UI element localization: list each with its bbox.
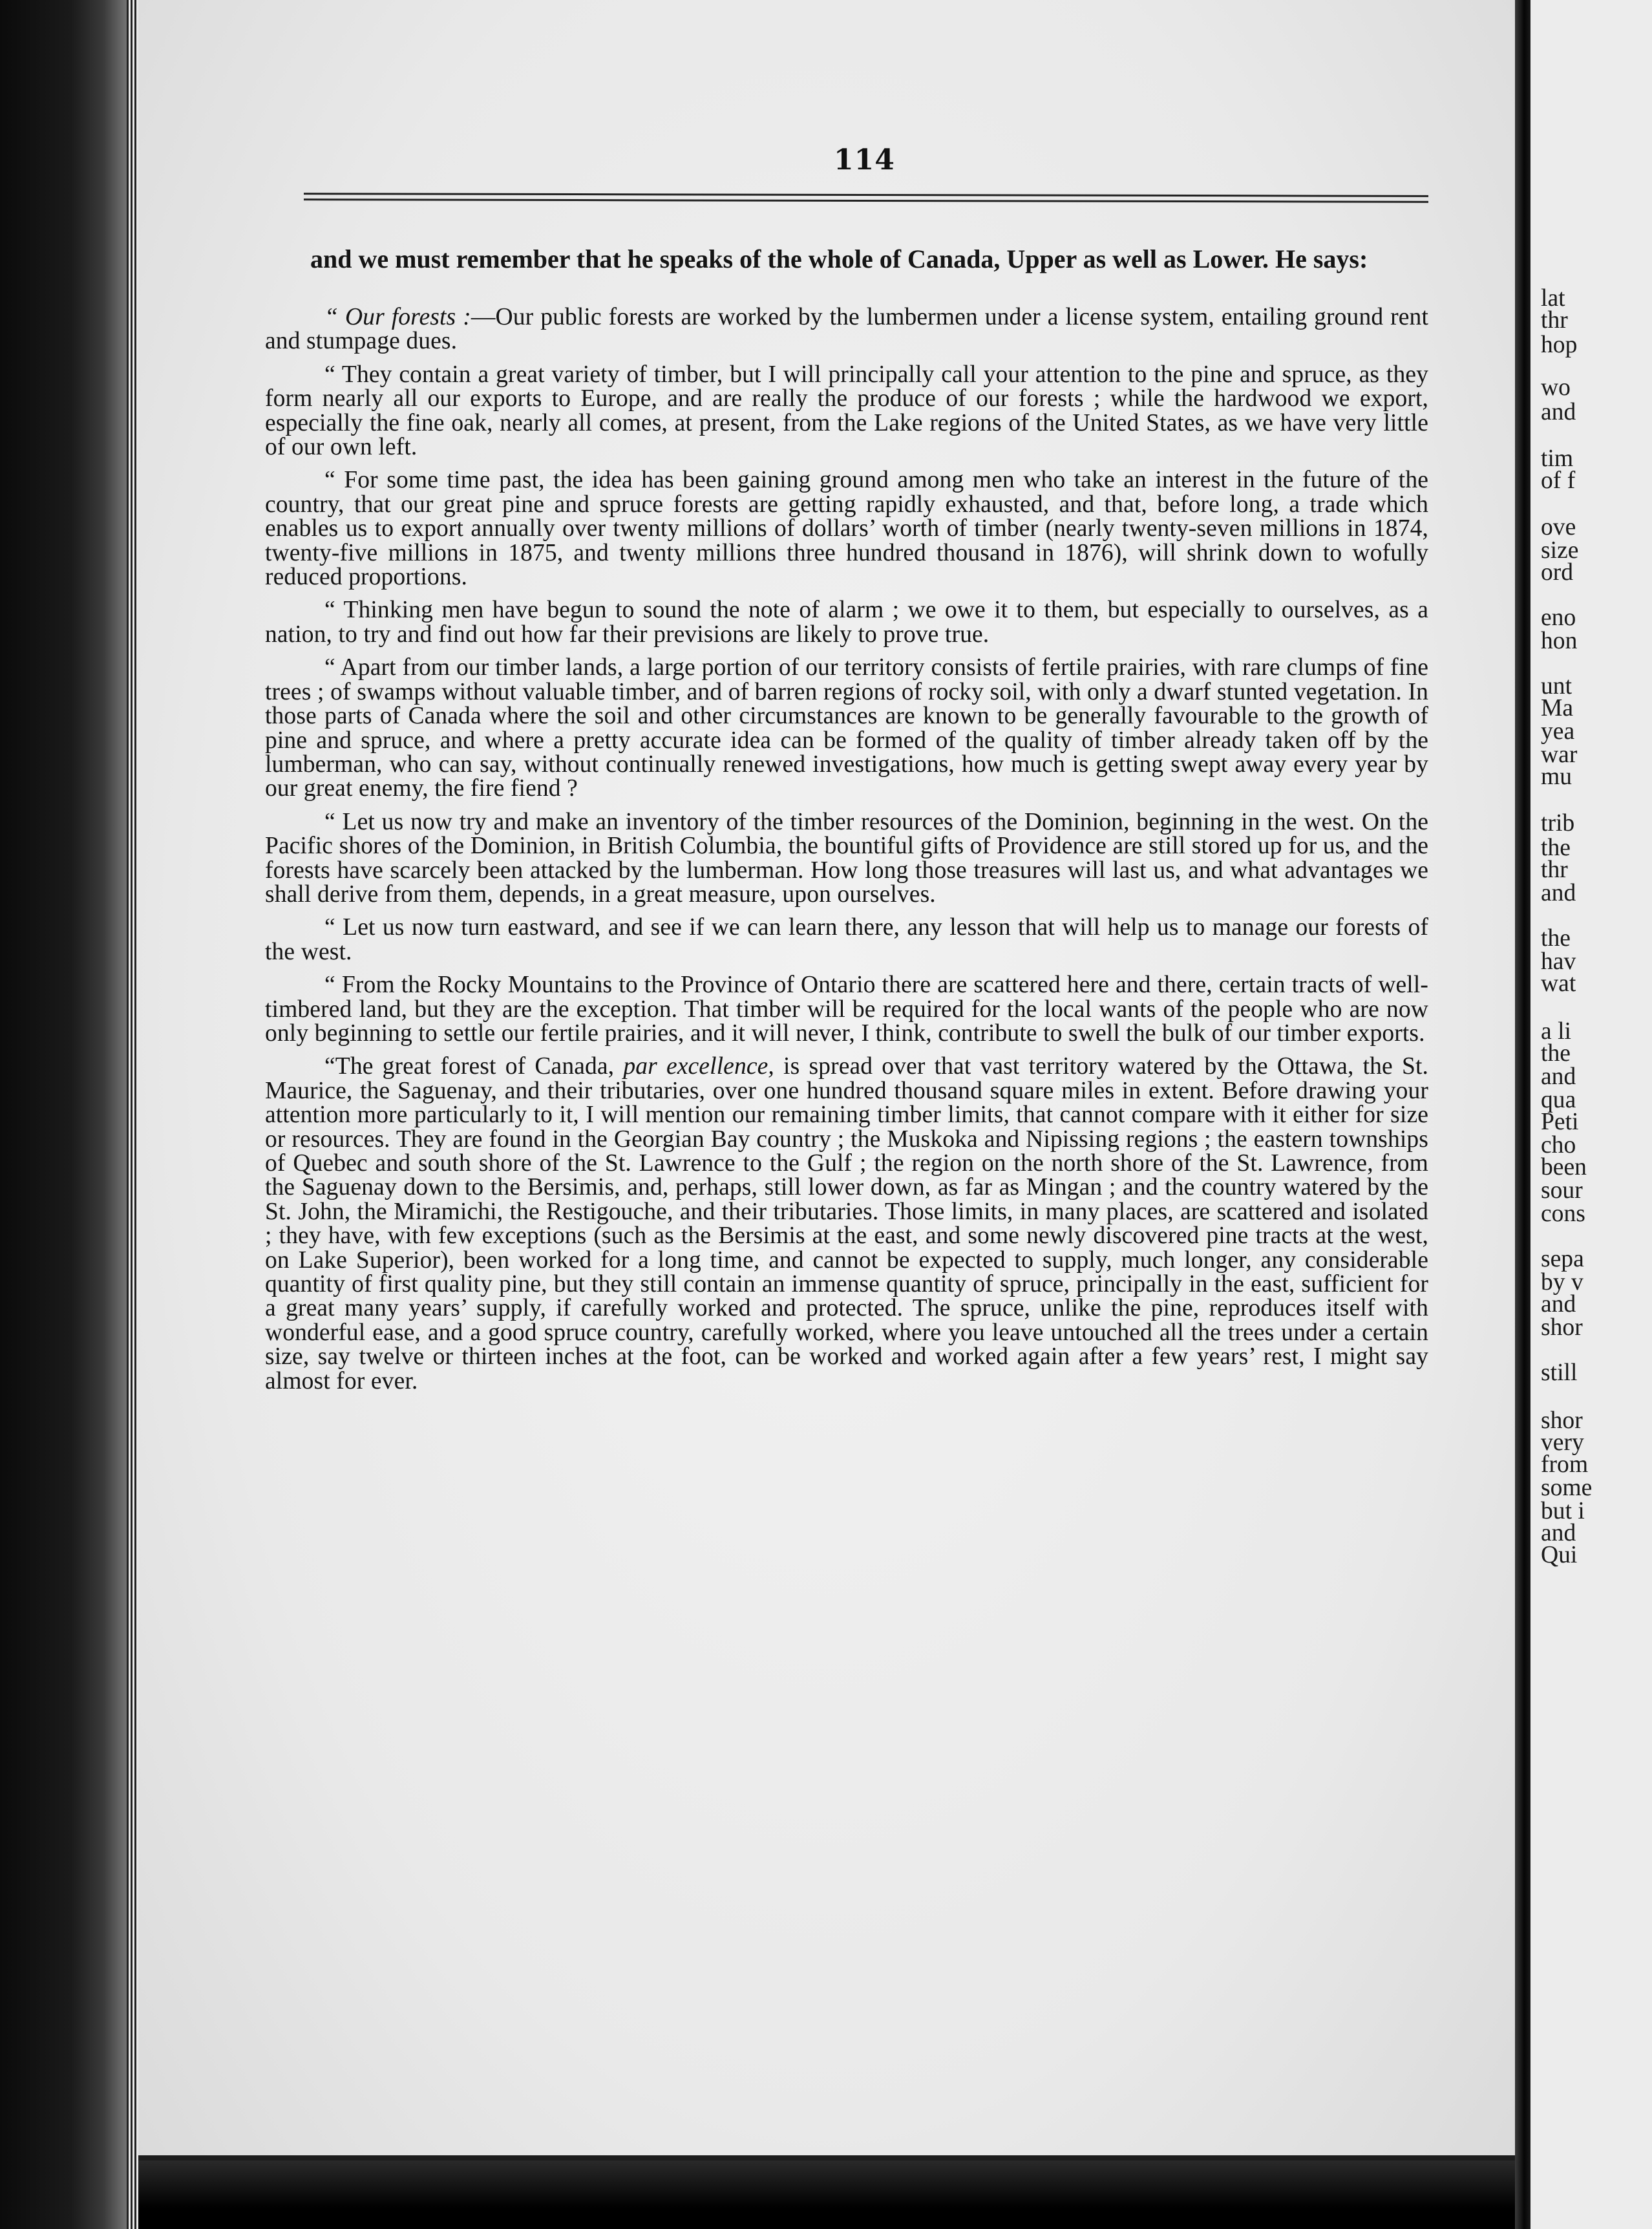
body-text	[265, 243, 1428, 1402]
header-rule-bottom	[304, 198, 1428, 203]
book-gutter	[1515, 0, 1530, 2229]
intro-paragraph: and we must remember that he speaks of the whole of Canada, Upper as well as Lower. He says:	[310, 244, 1368, 273]
bottom-shadow	[138, 2160, 1515, 2229]
facing-page-fragment-text: qua	[1541, 1087, 1576, 1113]
facing-page-fragment-text: hav	[1541, 948, 1576, 975]
facing-page-fragment-text: and	[1541, 880, 1576, 906]
page-number: 114	[834, 144, 895, 176]
facing-page-fragment-text: size	[1541, 537, 1579, 564]
facing-page-fragment-text: some	[1541, 1475, 1593, 1501]
facing-page-fragment	[1530, 0, 1652, 2229]
paragraph-for-some-time-past: “ For some time past, the idea has been gaining ground among men who take an interest in the future of the country, that our great pine and spruce forests are getting rapidly exhausted, and that, before long, a trade which enables us to export annually over twenty millions of dollars’ worth of timber (nearly twenty-seven millions in 1874, twenty-five millions in 1875, and twenty millions three hundred thousand in 1876), will shrink down to wofully reduced proportions.	[265, 467, 1428, 591]
facing-page-fragment-text: ove	[1541, 514, 1576, 540]
facing-page-fragment-text: hon	[1541, 628, 1578, 654]
facing-page-fragment-text: unt	[1541, 673, 1573, 699]
facing-page-fragment-text: the	[1541, 925, 1571, 952]
facing-page-fragment-text: thr	[1541, 307, 1568, 334]
paragraph-rocky-mountains: “ From the Rocky Mountains to the Province of Ontario there are scattered here and there, certain tracts of well-timbered land, but they are the exception. That timber will be required for the local wants of the people who are now only beginning to settle our fertile prairies, and it will never, I think, contribute to swell the bulk of our timber exports.	[265, 972, 1428, 1047]
paragraph-apart-from-timber-lands: “ Apart from our timber lands, a large portion of our territory consists of fertile prairies, with rare clumps of fine trees ; of swamps without valuable timber, and of barren regions of rocky soil, with only a dwarf stunted vegetation. In those parts of Canada where the soil and other circumstances are known to be generally favourable to the growth of pine and spruce, and where a pretty accurate idea can be formed of the quality of timber already taken off by the lumberman, who can say, without continually renewed investigations, how much is getting swept away every year by our great enemy, the fire fiend ?	[265, 654, 1428, 802]
paragraph-text: is spread over that vast territory watered by the Ottawa, the St. Maurice, the Saguenay, and their tributaries, over one hundred thousand square miles in extent. Before drawing your attention more particularly to it, I will mention our remaining timber limits, that cannot compare with it either for size or resources. They are found in the Georgian Bay country ; the Muskoka and Nipissing regions ; the eastern townships of Quebec and south shore of the St. Lawrence to the Gulf ; the region on the north shore of the St. Lawrence, from the Saguenay down to the Bersimis, and, perhaps, still lower down, as far as Mingan ; and the country watered by the St. John, the Miramichi, the Restigouche, and their tributaries. Those limits, in many places, are scattered and isolated ; they have, with few exceptions (such as the Bersimis at the east, and some newly discovered pine tracts at the west, on Lake Superior), been worked for a long time, and cannot be expected to supply, much longer, any considerable quantity of first quality pine, but they still contain an immense quantity of spruce, principally in the east, sufficient for a great many years’ supply, if carefully worked and protected. The spruce, unlike the pine, reproduces itself with wonderful ease, and a good spruce country, carefully worked, where you leave untouched all the trees under a certain size, say twelve or thirteen inches at the foot, can be worked and worked again after a few years’ rest, I might say almost for ever.	[265, 1053, 1428, 1394]
facing-page-fragment-text: wat	[1541, 970, 1576, 997]
paragraph-text: —Our public forests are worked by the lumbermen under a license system, entailing ground rent and stumpage dues.	[265, 304, 1428, 355]
facing-page-fragment-text: tim	[1541, 445, 1574, 472]
italic-phrase: par excellence,	[623, 1053, 774, 1080]
left-page-edge	[0, 0, 129, 2229]
facing-page-fragment-text: from	[1541, 1451, 1589, 1478]
paragraph-inventory: “ Let us now try and make an inventory of the timber resources of the Dominion, beginning in the west. On the Pacific shores of the Dominion, in British Columbia, the bountiful gifts of Providence are still stored up for us, and the forests have scarcely been attacked by the lumberman. How long those treasures will last us, and what advantages we shall derive from them, depends, in a great measure, upon ourselves.	[265, 808, 1428, 908]
facing-page-fragment-text: and	[1541, 1063, 1576, 1090]
facing-page-fragment-text: been	[1541, 1154, 1587, 1180]
facing-page-fragment-text: lat	[1541, 285, 1565, 312]
header-rule-top	[304, 193, 1428, 197]
facing-page-fragment-text: Peti	[1541, 1109, 1579, 1135]
facing-page-fragment-text: cho	[1541, 1132, 1576, 1158]
facing-page-fragment-text: thr	[1541, 857, 1568, 883]
paragraph-text-start: “The great forest of Canada,	[324, 1053, 624, 1080]
paragraph-variety-of-timber: “ They contain a great variety of timber, but I will principally call your attention to the pine and spruce, as they form nearly all our exports to Europe, and are really the produce of our forests ; while the hardwood we export, especially the fine oak, nearly all comes, at present, from the Lake regions of the United States, as we have very little of our own left.	[265, 361, 1428, 461]
facing-page-fragment-text: still	[1541, 1360, 1578, 1386]
paragraph-thinking-men: “ Thinking men have begun to sound the note of alarm ; we owe it to them, but especially to ourselves, as a nation, to try and find out how far their previsions are likely to prove true.	[265, 597, 1428, 648]
facing-page-fragment-text: sepa	[1541, 1246, 1584, 1272]
facing-page-fragment-text: shor	[1541, 1407, 1583, 1434]
paragraph-lead: “ Our forests :	[324, 304, 471, 330]
facing-page-fragment-text: of f	[1541, 467, 1576, 494]
facing-page-fragment-text: a li	[1541, 1018, 1571, 1045]
facing-page-fragment-text: Qui	[1541, 1542, 1578, 1568]
facing-page-fragment-text: mu	[1541, 763, 1573, 790]
facing-page-fragment-text: and	[1541, 399, 1576, 425]
facing-page-fragment-text: shor	[1541, 1314, 1583, 1341]
facing-page-fragment-text: trib	[1541, 810, 1575, 837]
facing-page-fragment-text: eno	[1541, 604, 1576, 631]
facing-page-fragment-text: and	[1541, 1291, 1576, 1317]
facing-page-fragment-text: but i	[1541, 1498, 1585, 1524]
facing-page-fragment-text: wo	[1541, 374, 1571, 401]
facing-page-fragment-text: the	[1541, 835, 1571, 861]
facing-page-fragment-text: the	[1541, 1040, 1571, 1067]
paragraph-our-forests	[265, 305, 1428, 354]
facing-page-fragment-text: sour	[1541, 1177, 1583, 1204]
facing-page-fragment-text: very	[1541, 1429, 1584, 1456]
facing-page-fragment-text: yea	[1541, 718, 1575, 745]
facing-page-fragment-text: and	[1541, 1520, 1576, 1546]
facing-page-fragment-text: ord	[1541, 559, 1574, 586]
facing-page-fragment-text: hop	[1541, 332, 1578, 358]
header-double-rule	[304, 194, 1428, 206]
paragraph-great-forest	[265, 1054, 1428, 1393]
facing-page-fragment-text: cons	[1541, 1200, 1585, 1227]
paragraph-turn-eastward: “ Let us now turn eastward, and see if we can learn there, any lesson that will help us to manage our forests of the west.	[265, 914, 1428, 965]
facing-page-fragment-text: Ma	[1541, 695, 1574, 721]
facing-page-fragment-text: war	[1541, 741, 1578, 768]
page-bottom-edge	[138, 2155, 1515, 2160]
facing-page-fragment-text: by v	[1541, 1269, 1583, 1296]
